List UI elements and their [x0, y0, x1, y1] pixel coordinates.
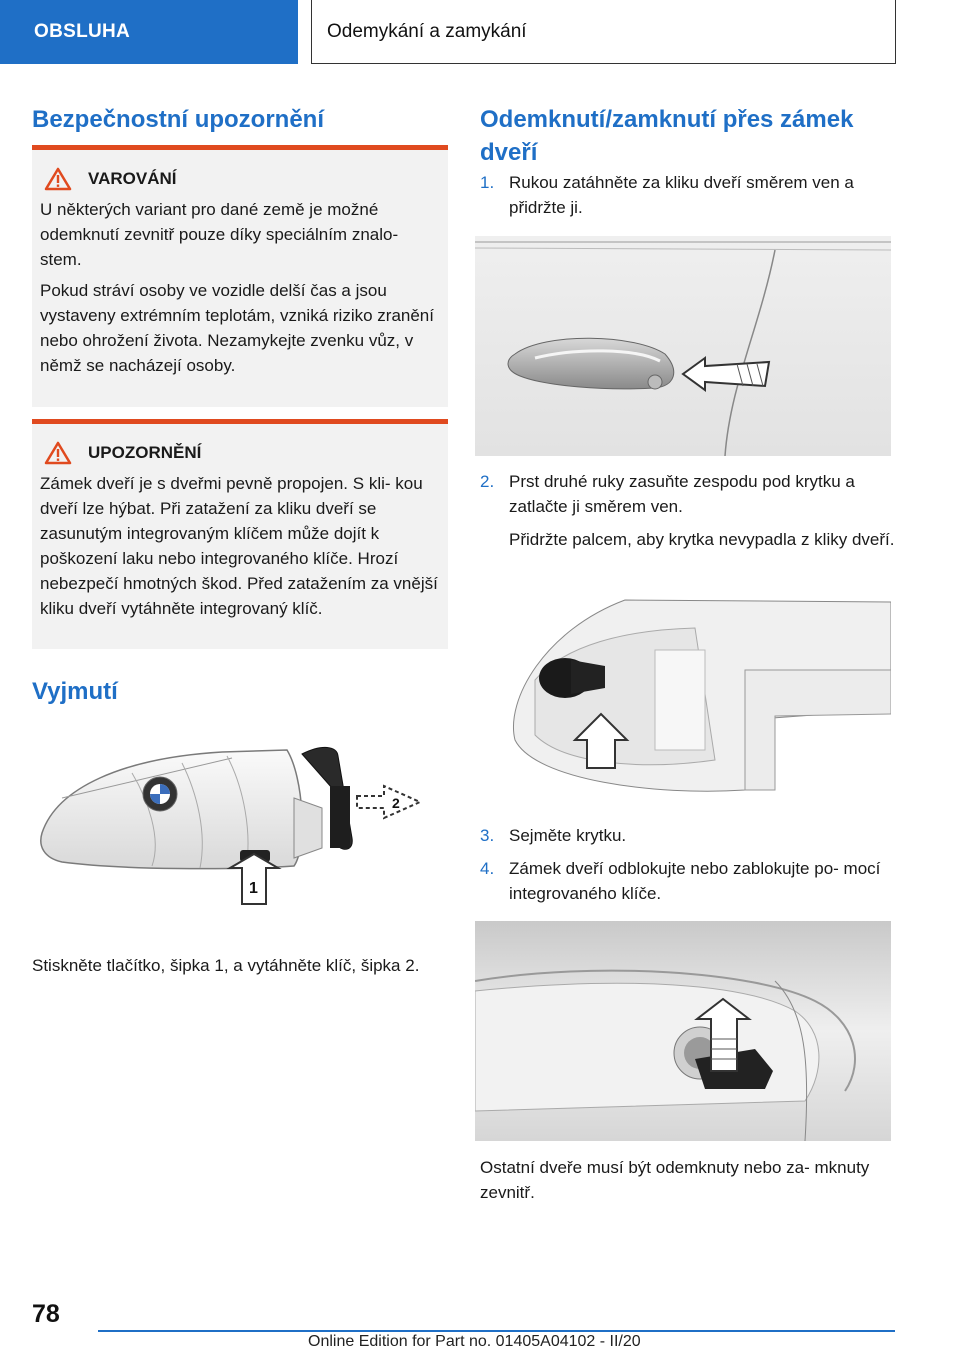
warning-title-row — [44, 167, 440, 191]
arrow-label-1: 1 — [249, 880, 258, 897]
closing-text: Ostatní dveře musí být odemknuty nebo za- mknuty zevnitř. — [480, 1158, 870, 1202]
chapter-header — [311, 0, 896, 64]
caution-title-row — [44, 441, 440, 465]
step-number: 3. — [480, 826, 495, 845]
step-number: 4. — [480, 859, 495, 878]
door-handle-figure — [475, 236, 891, 456]
safety-heading: Bezpečnostní upozornění — [32, 106, 325, 133]
key-removal-figure — [32, 738, 448, 920]
warning-title: VAROVÁNÍ — [88, 169, 177, 188]
page-number: 78 — [32, 1300, 60, 1328]
lock-heading: Odemknutí/zamknutí přes zámek dveří — [480, 106, 854, 166]
caution-paragraph: Zámek dveří je s dveřmi pevně propojen. S kli- kou dveří lze hýbat. Při zatažení za kliku dveří se zasunutým integrovaným klíčem může dojít k poškození laku nebo integrovaného klíče. Hrozí nebezpečí hmotných škod. Před zatažením za vnější kliku dveří vytáhněte integrovaný klíč. — [40, 474, 438, 618]
arrow-label-2: 2 — [392, 795, 400, 811]
footer-divider — [98, 1330, 895, 1332]
step-item — [480, 469, 900, 560]
chapter-label: Odemykání a zamykání — [327, 20, 527, 42]
step-item — [480, 823, 900, 856]
caution-box — [32, 419, 448, 649]
warning-triangle-icon — [44, 167, 72, 191]
warning-box — [32, 145, 448, 407]
section-label: OBSLUHA — [34, 21, 131, 42]
footer-edition: Online Edition for Part no. 01405A04102 - II/20 — [308, 1333, 641, 1350]
step-number: 2. — [480, 472, 495, 491]
key-in-lock-figure — [475, 921, 891, 1141]
lock-cover-figure — [475, 590, 891, 808]
warning-triangle-icon — [44, 441, 72, 465]
removal-text: Stiskněte tlačítko, šipka 1, a vytáhněte klíč, šipka 2. — [32, 956, 420, 975]
removal-heading: Vyjmutí — [32, 678, 118, 705]
warning-paragraph: U některých variant pro dané země je možné odemknutí zevnitř pouze díky speciálním znalo- stem. — [40, 200, 399, 269]
step-text: Sejměte krytku. — [509, 826, 627, 845]
step-text: Prst druhé ruky zasuňte zespodu pod krytku a zatlačte ji směrem ven. — [509, 472, 855, 516]
step-item — [480, 856, 900, 914]
caution-title: UPOZORNĚNÍ — [88, 443, 202, 462]
section-tab — [0, 0, 298, 64]
step-item — [480, 170, 900, 228]
step-text: Přidržte palcem, aby krytka nevypadla z kliky dveří. — [509, 530, 895, 549]
warning-paragraph: Pokud stráví osoby ve vozidle delší čas a jsou vystaveny extrémním teplotám, vzniká riziko zranění nebo ohrožení života. Nezamykejte zvenku vůz, v němž se nacházejí osoby. — [40, 281, 434, 375]
step-text: Rukou zatáhněte za kliku dveří směrem ven a přidržte ji. — [509, 173, 854, 217]
step-text: Zámek dveří odblokujte nebo zablokujte po- mocí integrovaného klíče. — [509, 859, 881, 903]
step-number: 1. — [480, 173, 495, 192]
